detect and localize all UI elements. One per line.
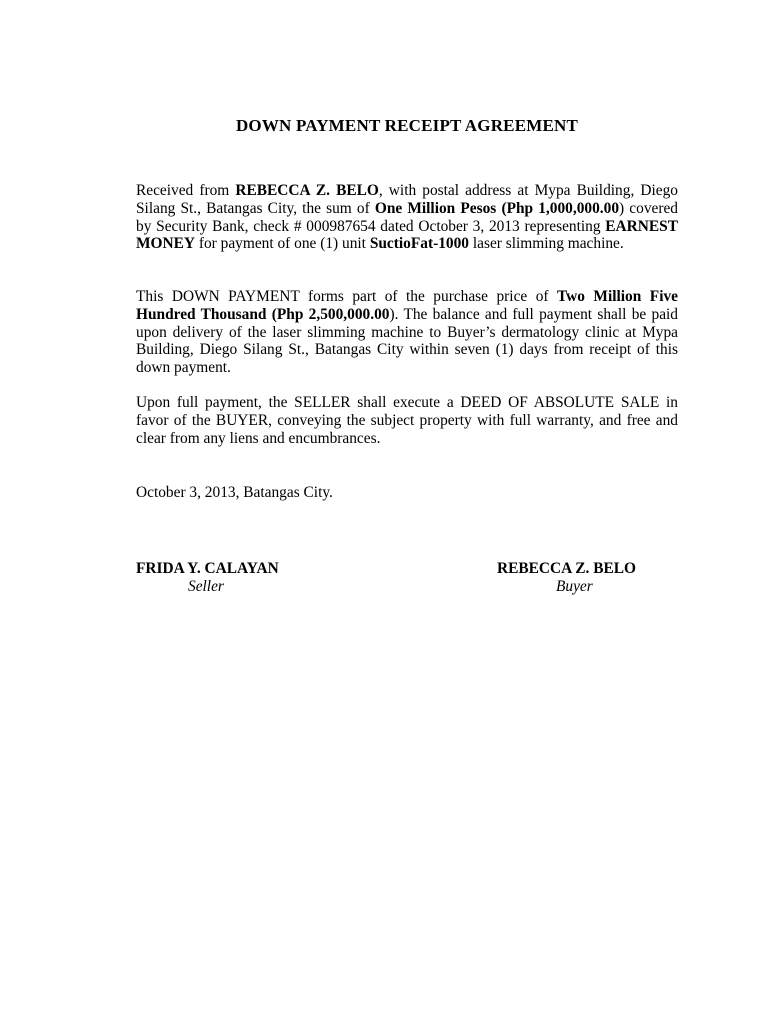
receipt-paragraph <box>136 182 678 253</box>
p1-text-2: , with postal address at Mypa Building, Diego Silang St., Batangas City, the sum of <box>136 182 679 217</box>
buyer-name-inline: REBECCA Z. BELO <box>235 182 379 199</box>
seller-name: FRIDA Y. CALAYAN <box>136 560 279 577</box>
buyer-name: REBECCA Z. BELO <box>497 560 636 577</box>
purchase-price: Two Million Five Hundred Thousand (Php 2,500,000.00 <box>136 288 678 323</box>
product-name: SuctioFat-1000 <box>369 235 469 253</box>
p1-text-4: ) covered by Security Bank, check # 000987654 dated October 3, 2013 representing <box>136 199 678 235</box>
p1-text-1: Received from <box>136 182 236 199</box>
document-title: DOWN PAYMENT RECEIPT AGREEMENT <box>235 116 579 135</box>
seller-role: Seller <box>188 578 224 595</box>
deed-paragraph: Upon full payment, the SELLER shall execute a DEED OF ABSOLUTE SALE in favor of the BUYER, conveying the subject property with full warranty, and free and clear from any liens and encumbrances. <box>136 394 678 447</box>
amount-figure: (Php 1,000,000.00 <box>501 199 620 217</box>
buyer-role: Buyer <box>556 578 593 595</box>
earnest-money: EARNEST MONEY <box>136 217 678 253</box>
purchase-price-paragraph <box>136 288 678 377</box>
p1-text-5: for payment of one (1) unit <box>195 235 370 253</box>
p1-text-6: laser slimming machine. <box>469 235 624 253</box>
date-place: October 3, 2013, Batangas City. <box>136 484 333 501</box>
p2-text-1: This DOWN PAYMENT forms part of the purchase price of <box>136 288 558 305</box>
p2-text-2: ). The balance and full payment shall be paid upon delivery of the laser slimming machine to Buyer’s dermatology clinic at Mypa Building, Diego Silang St., Batangas City within seven (1) days from receipt of this down payment. <box>136 305 678 377</box>
seller-signature-block <box>136 560 279 596</box>
amount-words: One Million Pesos <box>374 199 497 217</box>
buyer-signature-block <box>497 560 636 596</box>
